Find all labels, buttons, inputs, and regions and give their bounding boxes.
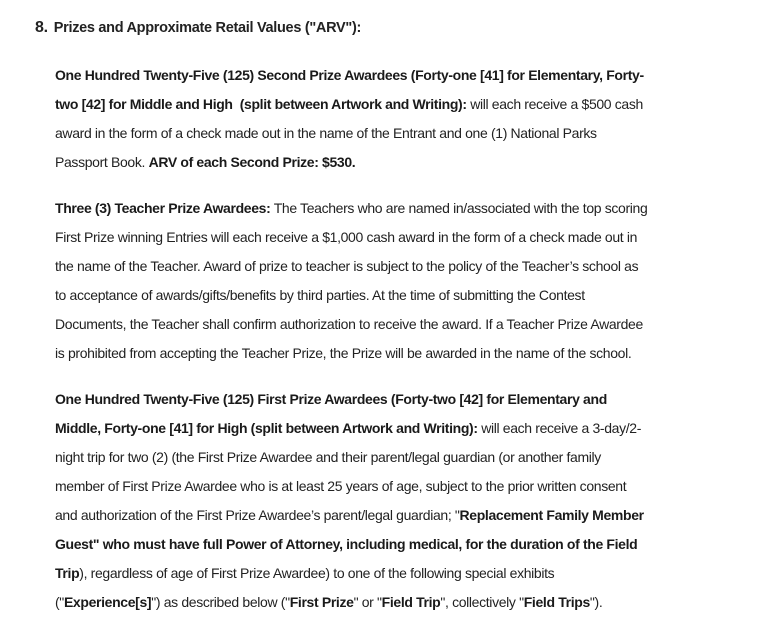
text-line	[55, 90, 644, 119]
text-line	[55, 310, 647, 339]
text: the name of the Teacher. Award of prize to teacher is subject to the policy of the Teacher’s school as	[55, 258, 639, 274]
text-line	[55, 252, 647, 281]
section-title: Prizes and Approximate Retail Values ("ARV"):	[53, 20, 362, 36]
section-heading	[35, 19, 361, 37]
text-line	[55, 148, 644, 177]
text-line	[55, 194, 647, 223]
text-line	[55, 472, 644, 501]
text-line	[55, 559, 644, 588]
text: ") as described below ("	[151, 594, 290, 610]
bold-text: Middle, Forty-one [41] for High (split between Artwork and Writing):	[55, 420, 478, 436]
text: First Prize winning Entries will each receive a $1,000 cash award in the form of a check made out in	[55, 229, 638, 245]
text-line	[55, 443, 644, 472]
text: will each receive a 3-day/2-	[477, 420, 642, 436]
text-line	[55, 61, 644, 90]
bold-text: Guest" who must have full Power of Attorney, including medical, for the duration of the Field	[55, 536, 638, 552]
bold-text: One Hundred Twenty-Five (125) First Prize Awardees (Forty-two [42] for Elementary and	[55, 391, 607, 407]
text-line	[55, 119, 644, 148]
text: Documents, the Teacher shall confirm authorization to receive the award. If a Teacher Prize Awardee	[55, 316, 643, 332]
text: ").	[589, 594, 603, 610]
bold-text: Field Trip	[381, 594, 441, 610]
bold-text: two [42] for Middle and High (split between Artwork and Writing):	[55, 96, 467, 112]
bold-text: Experience[s]	[63, 594, 152, 610]
text: and authorization of the First Prize Awardee’s parent/legal guardian; "	[55, 507, 460, 523]
text: award in the form of a check made out in the name of the Entrant and one (1) National Parks	[55, 125, 597, 141]
bold-text: Replacement Family Member	[459, 507, 644, 523]
section-number: 8.	[35, 19, 48, 36]
text: night trip for two (2) (the First Prize Awardee and their parent/legal guardian (or another family	[55, 449, 601, 465]
text: " or "	[353, 594, 382, 610]
bold-text: Field Trips	[523, 594, 590, 610]
teacher-prize-paragraph	[55, 194, 647, 368]
text-line	[55, 385, 644, 414]
text: ("	[55, 594, 64, 610]
text: The Teachers who are named in/associated with the top scoring	[270, 200, 648, 216]
bold-text: ARV of each Second Prize: $530.	[148, 154, 356, 170]
text: member of First Prize Awardee who is at least 25 years of age, subject to the prior written consent	[55, 478, 627, 494]
bold-text: One Hundred Twenty-Five (125) Second Prize Awardees (Forty-one [41] for Elementary, Forty-	[55, 67, 644, 83]
text: Passport Book.	[55, 154, 149, 170]
text: to acceptance of awards/gifts/benefits by third parties. At the time of submitting the Contest	[55, 287, 585, 303]
text: ", collectively "	[440, 594, 524, 610]
bold-text: Three (3) Teacher Prize Awardees:	[55, 200, 271, 216]
text-line	[55, 414, 644, 443]
text-line	[55, 281, 647, 310]
text: will each receive a $500 cash	[466, 96, 643, 112]
text-line	[55, 530, 644, 559]
bold-text: First Prize	[289, 594, 354, 610]
text: is prohibited from accepting the Teacher Prize, the Prize will be awarded in the name of the school.	[55, 345, 632, 361]
text-line	[55, 501, 644, 530]
text: ), regardless of age of First Prize Awardee) to one of the following special exhibits	[79, 565, 555, 581]
first-prize-paragraph	[55, 385, 644, 617]
text-line	[55, 339, 647, 368]
bold-text: Trip	[55, 565, 80, 581]
text-line	[55, 223, 647, 252]
text-line	[55, 588, 644, 617]
second-prize-paragraph	[55, 61, 644, 177]
